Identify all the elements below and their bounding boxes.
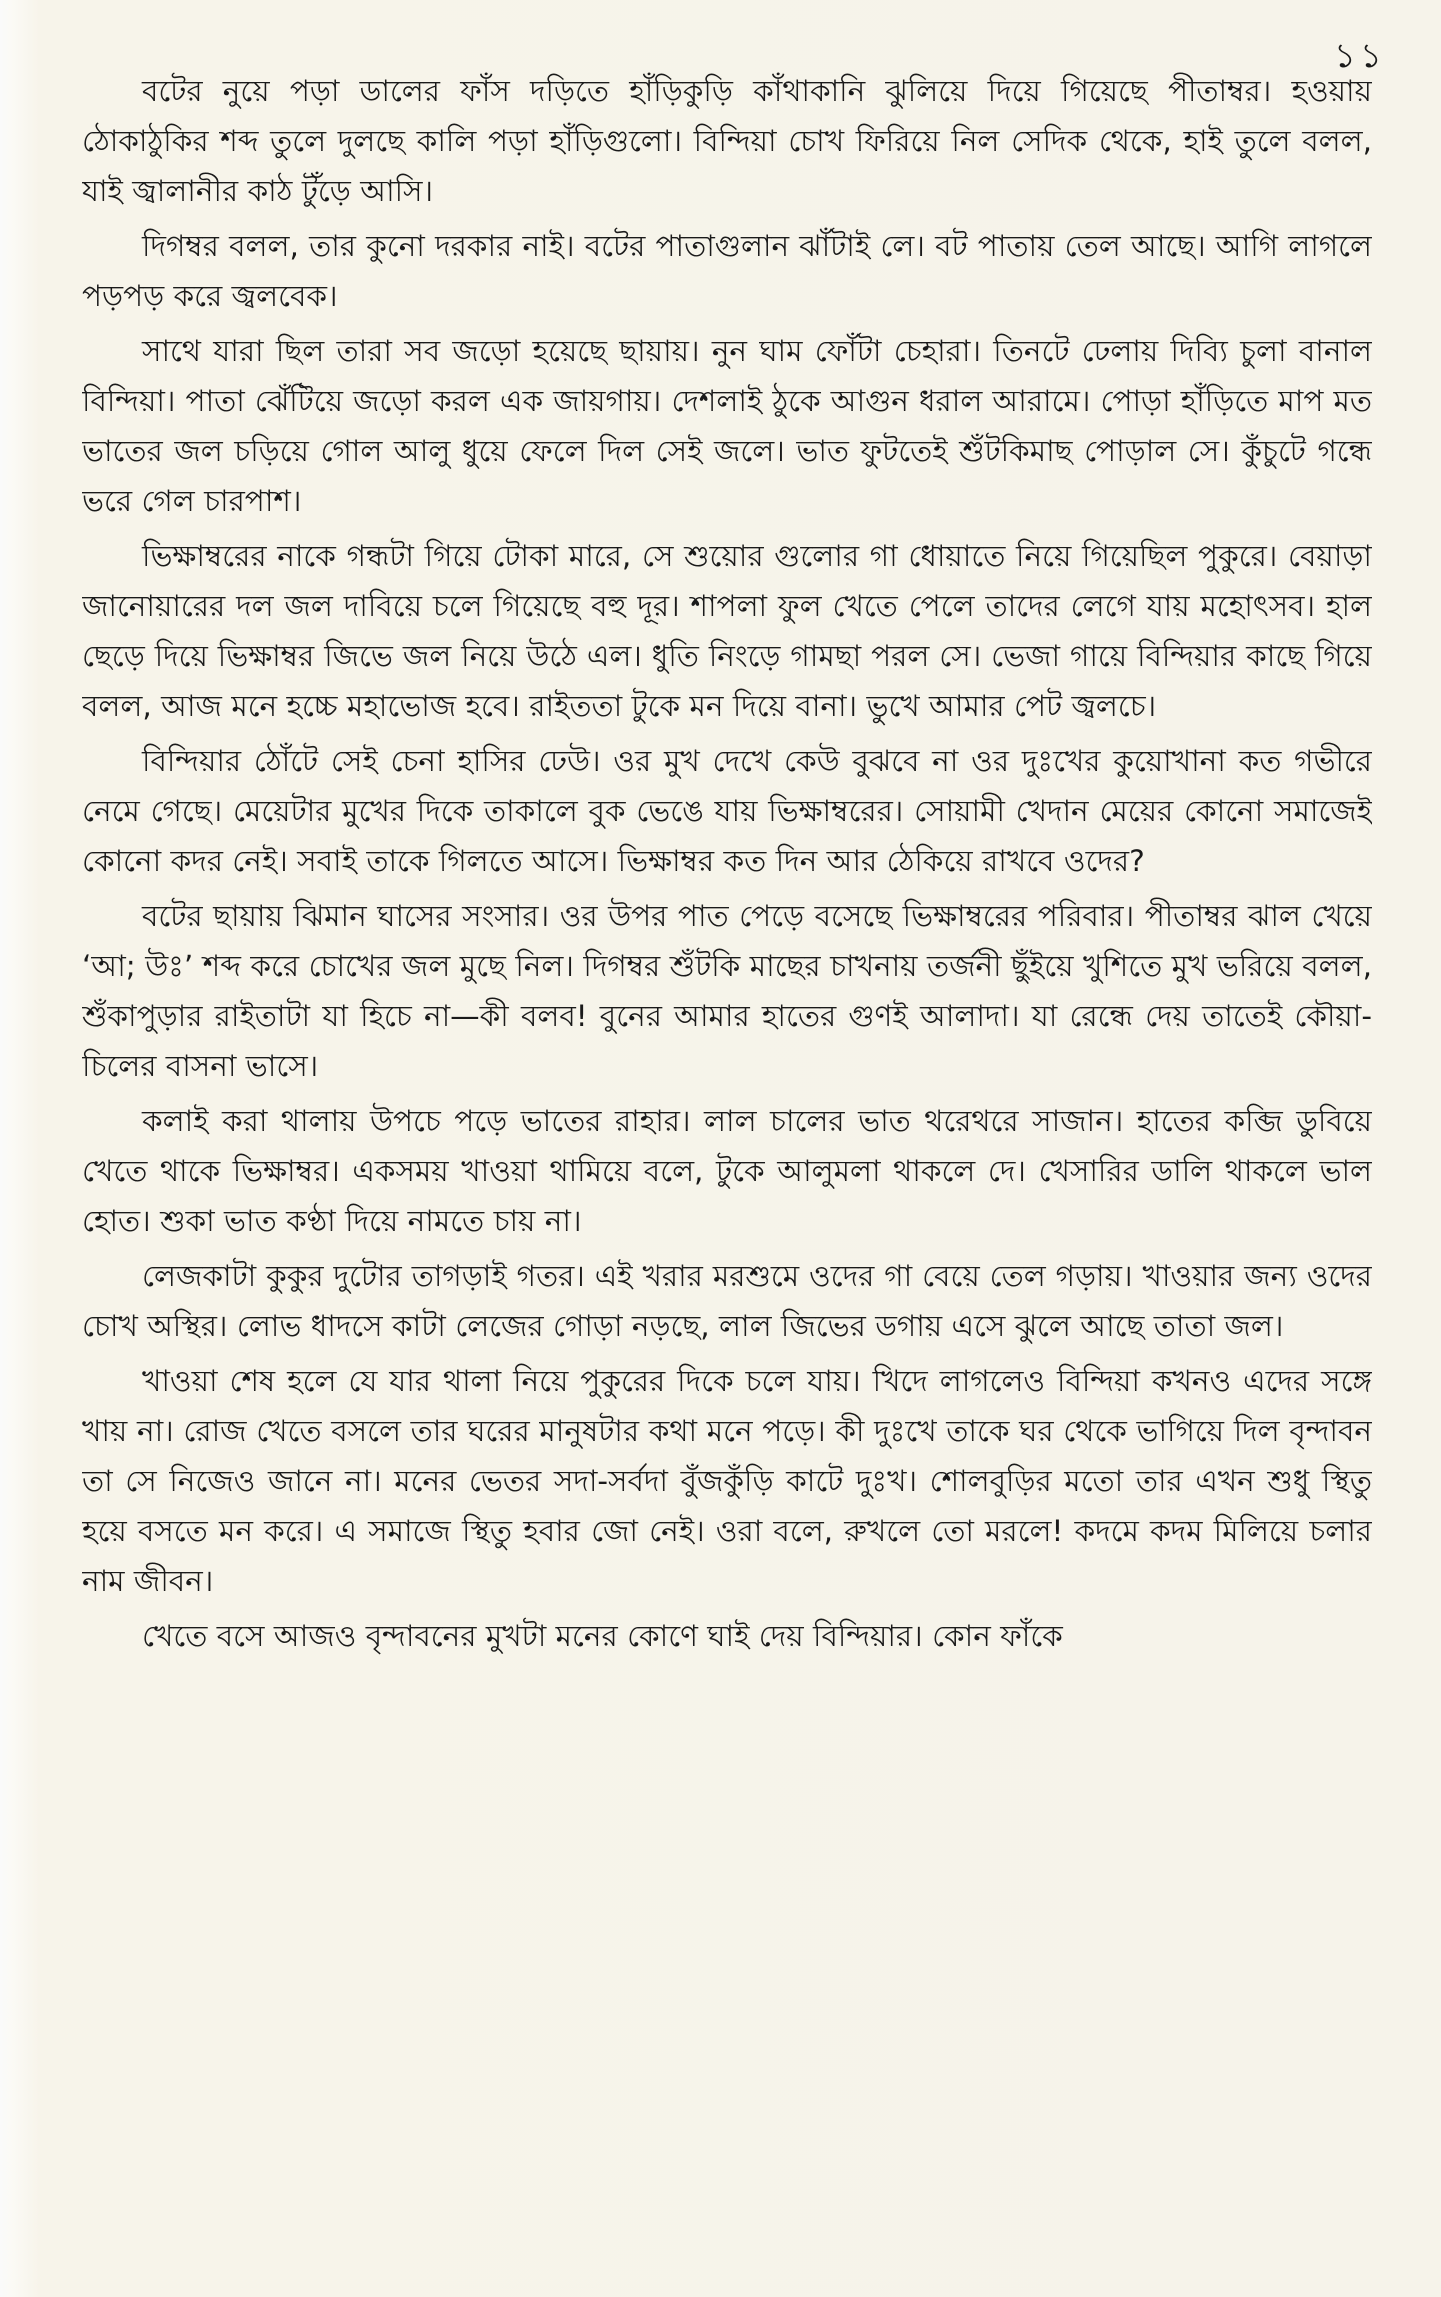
paragraph: বিন্দিয়ার ঠোঁটে সেই চেনা হাসির ঢেউ। ওর মুখ দেখে কেউ বুঝবে না ওর দুঃখের কুয়োখানা কত গভীরে নেমে গেছে। মেয়েটার মুখের দিকে তাকালে বুক ভেঙে যায় ভিক্ষাম্বরের। সোয়ামী খেদান মেয়ের কোনো সমাজেই কোনো কদর নেই। সবাই তাকে গিলতে আসে। ভিক্ষাম্বর কত দিন আর ঠেকিয়ে রাখবে ওদের? xyxy=(82,744,1372,878)
paragraph: খাওয়া শেষ হলে যে যার থালা নিয়ে পুকুরের দিকে চলে যায়। খিদে লাগলেও বিন্দিয়া কখনও এদের সঙ্গে খায় না। রোজ খেতে বসলে তার ঘরের মানুষটার কথা মনে পড়ে। কী দুঃখে তাকে ঘর থেকে ভাগিয়ে দিল বৃন্দাবন তা সে নিজেও জানে না। মনের ভেতর সদা-সর্বদা বুঁজকুঁড়ি কাটে দুঃখ। শোলবুড়ির মতো তার এখন শুধু স্থিতু হয়ে বসতে মন করে। এ সমাজে স্থিতু হবার জো নেই। ওরা বলে, রুখলে তো মরলে! কদমে কদম মিলিয়ে চলার নাম জীবন। xyxy=(82,1364,1372,1598)
paragraph: কলাই করা থালায় উপচে পড়ে ভাতের রাহার। লাল চালের ভাত থরেথরে সাজান। হাতের কব্জি ডুবিয়ে খেতে থাকে ভিক্ষাম্বর। একসময় খাওয়া থামিয়ে বলে, টুকে আলুমলা থাকলে দে। খেসারির ডালি থাকলে ভাল হোত। শুকা ভাত কণ্ঠা দিয়ে নামতে চায় না। xyxy=(82,1104,1372,1238)
paragraph: লেজকাটা কুকুর দুটোর তাগড়াই গতর। এই খরার মরশুমে ওদের গা বেয়ে তেল গড়ায়। খাওয়ার জন্য ওদের চোখ অস্থির। লোভ ধাদসে কাটা লেজের গোড়া নড়ছে, লাল জিভের ডগায় এসে ঝুলে আছে তাতা জল। xyxy=(82,1259,1372,1343)
page-number: ১১ xyxy=(1333,36,1386,76)
paragraph: খেতে বসে আজও বৃন্দাবনের মুখটা মনের কোণে ঘাই দেয় বিন্দিয়ার। কোন ফাঁকে xyxy=(142,1619,1063,1653)
paragraph: বটের নুয়ে পড়া ডালের ফাঁস দড়িতে হাঁড়িকুড়ি কাঁথাকানি ঝুলিয়ে দিয়ে গিয়েছে পীতাম্বর। হওয়ায় ঠোকাঠুকির শব্দ তুলে দুলছে কালি পড়া হাঁড়িগুলো। বিন্দিয়া চোখ ফিরিয়ে নিল সেদিক থেকে, হাই তুলে বলল, যাই জ্বালানীর কাঠ টুঁড়ে আসি। xyxy=(82,74,1372,208)
body-text xyxy=(82,66,1372,2286)
paragraph: বটের ছায়ায় ঝিমান ঘাসের সংসার। ওর উপর পাত পেড়ে বসেছে ভিক্ষাম্বরের পরিবার। পীতাম্বর ঝাল খেয়ে ‘আ; উঃ’ শব্দ করে চোখের জল মুছে নিল। দিগম্বর শুঁটকি মাছের চাখনায় তর্জনী ছুঁইয়ে খুশিতে মুখ ভরিয়ে বলল, শুঁকাপুড়ার রাইতাটা যা হিচে না—কী বলব! বুনের আমার হাতের গুণই আলাদা। যা রেন্ধে দেয় তাতেই কৌয়া-চিলের বাসনা ভাসে। xyxy=(82,899,1372,1083)
paragraph: সাথে যারা ছিল তারা সব জড়ো হয়েছে ছায়ায়। নুন ঘাম ফোঁটা চেহারা। তিনটে ঢেলায় দিব্যি চুলা বানাল বিন্দিয়া। পাতা ঝেঁটিয়ে জড়ো করল এক জায়গায়। দেশলাই ঠুকে আগুন ধরাল আরামে। পোড়া হাঁড়িতে মাপ মত ভাতের জল চড়িয়ে গোল আলু ধুয়ে ফেলে দিল সেই জলে। ভাত ফুটতেই শুঁটকিমাছ পোড়াল সে। কুঁচুটে গন্ধে ভরে গেল চারপাশ। xyxy=(82,334,1372,518)
paragraph: ভিক্ষাম্বরের নাকে গন্ধটা গিয়ে টোকা মারে, সে শুয়োর গুলোর গা ধোয়াতে নিয়ে গিয়েছিল পুকুরে। বেয়াড়া জানোয়ারের দল জল দাবিয়ে চলে গিয়েছে বহু দূর। শাপলা ফুল খেতে পেলে তাদের লেগে যায় মহোৎসব। হাল ছেড়ে দিয়ে ভিক্ষাম্বর জিভে জল নিয়ে উঠে এল। ধুতি নিংড়ে গামছা পরল সে। ভেজা গায়ে বিন্দিয়ার কাছে গিয়ে বলল, আজ মনে হচ্চে মহাভোজ হবে। রাইততা টুকে মন দিয়ে বানা। ভুখে আমার পেট জ্বলচে। xyxy=(82,539,1372,723)
paragraph: দিগম্বর বলল, তার কুনো দরকার নাই। বটের পাতাগুলান ঝাঁটাই লে। বট পাতায় তেল আছে। আগি লাগলে পড়পড় করে জ্বলবেক। xyxy=(82,229,1372,313)
